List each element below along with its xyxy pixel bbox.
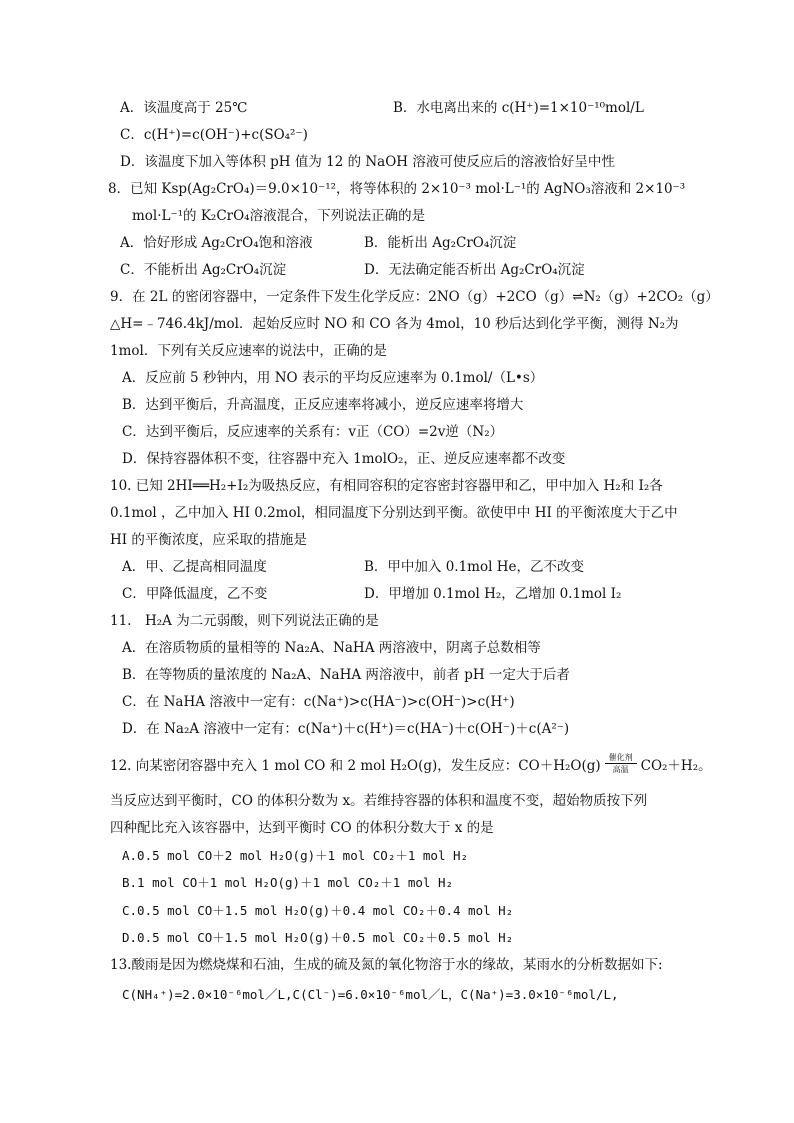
q12-stem-line3: 四种配比充入该容器中，达到平衡时 CO 的体积分数大于 x 的是 [110, 820, 494, 836]
q8-stem-line1: 8．已知 Ksp(Ag₂CrO₄)＝9.0×10⁻¹²，将等体积的 2×10⁻³ mol·L⁻¹的 AgNO₃溶液和 2×10⁻³ [108, 181, 686, 197]
q10-option-a: A．甲、乙提高相同温度 [122, 559, 267, 575]
q11-option-b: B．在等物质的量浓度的 Na₂A、NaHA 两溶液中，前者 pH 一定大于后者 [122, 667, 570, 683]
q12-option-b: B.1 mol CO＋1 mol H₂O(g)＋1 mol CO₂＋1 mol H₂ [122, 875, 453, 890]
q12-stem-part1: 12. 向某密闭容器中充入 1 mol CO 和 2 mol H₂O(g)，发生反应：CO＋H₂O(g) [110, 758, 601, 774]
q10-option-b: B．甲中加入 0.1mol He，乙不改变 [364, 559, 584, 575]
q9-stem-line1: 9．在 2L 的密闭容器中，一定条件下发生化学反应：2NO（g）+2CO（g）⇌N₂（g）+2CO₂（g） [110, 289, 719, 305]
q10-stem-line1: 10. 已知 2HI══H₂+I₂为吸热反应，有相同容积的定容密封容器甲和乙，甲中加入 H₂和 I₂各 [110, 478, 663, 494]
q11-option-c: C．在 NaHA 溶液中一定有：c(Na⁺)>c(HA⁻)>c(OH⁻)>c(H⁺) [122, 694, 515, 710]
q12-option-c: C.0.5 mol CO＋1.5 mol H₂O(g)＋0.4 mol CO₂＋0.4 mol H₂ [122, 903, 514, 918]
q9-stem-line2: △H=﹣746.4kJ/mol．起始反应时 NO 和 CO 各为 4mol，10 秒后达到化学平衡，测得 N₂为 [110, 316, 679, 332]
q8-option-d: D．无法确定能否析出 Ag₂CrO₄沉淀 [364, 262, 585, 278]
q11-option-d: D．在 Na₂A 溶液中一定有：c(Na⁺)＋c(H⁺)＝c(HA⁻)＋c(OH⁻)＋c(A²⁻) [122, 721, 570, 737]
q8-option-b: B．能析出 Ag₂CrO₄沉淀 [364, 235, 517, 251]
q9-option-d: D．保持容器体积不变，往容器中充入 1molO₂，正、逆反应速率都不改变 [122, 451, 566, 467]
q9-option-c: C．达到平衡后，反应速率的关系有：v正（CO）=2v逆（N₂） [122, 424, 504, 440]
q7-option-c: C．c(H⁺)=c(OH⁻)+c(SO₄²⁻) [120, 127, 308, 143]
q10-option-d: D．甲增加 0.1mol H₂，乙增加 0.1mol I₂ [364, 586, 622, 602]
q8-option-a: A．恰好形成 Ag₂CrO₄饱和溶液 [120, 235, 313, 251]
q12-option-a: A.0.5 mol CO＋2 mol H₂O(g)＋1 mol CO₂＋1 mol H₂ [122, 848, 469, 863]
q7-option-d: D．该温度下加入等体积 pH 值为 12 的 NaOH 溶液可使反应后的溶液恰好呈中性 [120, 154, 615, 170]
q10-option-c: C．甲降低温度，乙不变 [122, 586, 268, 602]
q7-option-a: A．该温度高于 25℃ [120, 100, 248, 116]
q7-option-b: B．水电离出来的 c(H⁺)=1×10⁻¹⁰mol/L [393, 100, 644, 116]
q9-stem-line3: 1mol．下列有关反应速率的说法中，正确的是 [110, 343, 387, 359]
q13-stem-line2: C(NH₄⁺)=2.0×10⁻⁶mol／L,C(Cl⁻)=6.0×10⁻⁶mol／L，C(Na⁺)=3.0×10⁻⁶mol/L, [122, 987, 619, 1002]
q10-stem-line3: HI 的平衡浓度，应采取的措施是 [110, 532, 307, 548]
q9-option-b: B．达到平衡后，升高温度，正反应速率将减小，逆反应速率将增大 [122, 397, 524, 413]
q8-stem-line2: mol·L⁻¹的 K₂CrO₄溶液混合，下列说法正确的是 [132, 208, 426, 224]
catalyst-condition [605, 753, 637, 774]
q9-option-a: A．反应前 5 秒钟内，用 NO 表示的平均反应速率为 0.1mol/（L•s） [122, 370, 544, 386]
q8-option-c: C．不能析出 Ag₂CrO₄沉淀 [120, 262, 287, 278]
high-temperature-label: 高温 [612, 765, 629, 774]
q12-option-d: D.0.5 mol CO＋1.5 mol H₂O(g)＋0.5 mol CO₂＋0.5 mol H₂ [122, 930, 514, 945]
q11-option-a: A．在溶质物质的量相等的 Na₂A、NaHA 两溶液中，阴离子总数相等 [122, 640, 541, 656]
q12-stem-part2: CO₂＋H₂。 [640, 758, 712, 774]
catalyst-label: 催化剂 [605, 753, 637, 764]
q10-stem-line2: 0.1mol ，乙中加入 HI 0.2mol，相同温度下分别达到平衡。欲使甲中 HI 的平衡浓度大于乙中 [110, 505, 678, 521]
q11-stem: 11. H₂A 为二元弱酸，则下列说法正确的是 [110, 613, 379, 629]
q13-stem-line1: 13.酸雨是因为燃烧煤和石油，生成的硫及氮的氧化物溶于水的缘故，某雨水的分析数据如下: [110, 957, 663, 973]
q12-stem-line2: 当反应达到平衡时，CO 的体积分数为 x。若维持容器的体积和温度不变，超始物质按下列 [110, 793, 648, 809]
q12-stem-line1 [110, 753, 712, 777]
